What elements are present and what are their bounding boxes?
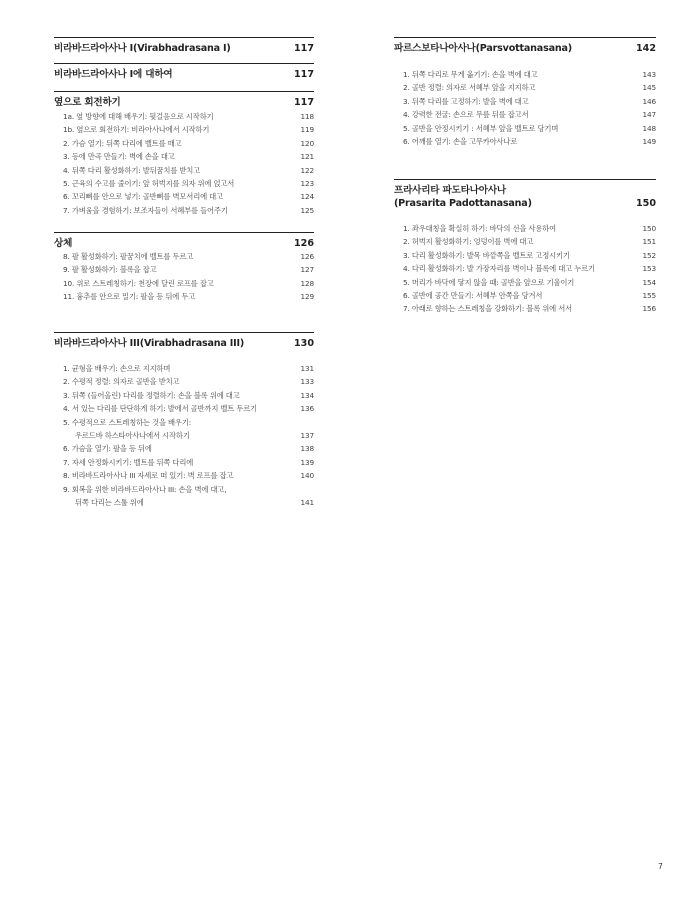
toc-entry[interactable]	[394, 235, 656, 248]
entry-text: 6. 어깨를 열기: 손을 고무카아사나로	[403, 137, 518, 147]
entry-page: 126	[300, 252, 314, 261]
toc-entry[interactable]	[394, 122, 656, 135]
entry-text: 3. 등에 만곡 만들기: 벽에 손을 대고	[63, 152, 175, 162]
toc-entry[interactable]	[394, 95, 656, 108]
section-page: 117	[293, 97, 314, 108]
toc-entry[interactable]	[54, 416, 314, 429]
entry-text: 5. 수평적으로 스트레칭하는 것을 배우기:	[63, 417, 192, 427]
toc-entry[interactable]	[394, 302, 656, 315]
entry-page: 149	[642, 137, 656, 147]
entry-text: 8. 팔 활성화하기: 팔꿈치에 벨트를 두르고	[63, 252, 194, 261]
toc-section	[54, 332, 314, 509]
section-heading[interactable]	[54, 37, 314, 55]
entry-page: 131	[300, 364, 314, 373]
toc-entry[interactable]	[54, 110, 314, 123]
entry-page: 156	[642, 304, 656, 314]
entry-text: 우르드바 하스타아사나에서 시작하기	[75, 431, 190, 441]
entry-text: 2. 허벅지 활성화하기: 엉덩이를 벽에 대고	[403, 237, 534, 247]
toc-section	[394, 37, 656, 148]
toc-section	[394, 179, 656, 316]
toc-entry[interactable]	[394, 68, 656, 81]
entry-text: 4. 뒤쪽 다리 활성화하기: 발뒤꿈치를 받치고	[63, 165, 201, 175]
entry-page: 129	[300, 292, 314, 302]
toc-entry[interactable]	[54, 123, 314, 136]
section-title: 옆으로 회전하기	[54, 97, 121, 108]
entry-page: 119	[300, 125, 314, 135]
toc-entry[interactable]	[54, 483, 314, 496]
toc-entry[interactable]	[394, 135, 656, 148]
entry-page: 124	[300, 192, 314, 202]
toc-entry[interactable]	[54, 204, 314, 217]
entry-text: 7. 자세 안정화시키기: 벨트를 뒤쪽 다리에	[63, 457, 194, 467]
section-heading[interactable]	[394, 179, 656, 210]
section-heading[interactable]	[54, 91, 314, 109]
section-heading[interactable]	[394, 37, 656, 55]
entry-page: 152	[642, 250, 656, 260]
toc-section	[54, 63, 314, 81]
toc-section	[54, 37, 314, 55]
toc-entry[interactable]	[54, 375, 314, 388]
section-heading[interactable]	[54, 232, 314, 250]
entry-page: 134	[300, 390, 314, 400]
entry-text: 5. 골반을 안정시키기 : 서혜부 앞을 벨트로 당기며	[403, 123, 559, 133]
entry-text: 7. 아래로 향하는 스트레칭을 강화하기: 블록 위에 서서	[403, 304, 573, 314]
entry-page: 154	[642, 277, 656, 287]
entry-text: 3. 뒤쪽 다리를 고정하기: 발을 벽에 대고	[403, 96, 529, 106]
entry-page: 118	[300, 112, 314, 121]
entry-text: 3. 뒤쪽 (들어올린) 다리를 정렬하기: 손을 블록 위에 대고	[63, 390, 240, 400]
section-page: 117	[293, 69, 314, 80]
section-page: 117	[293, 43, 314, 54]
entry-page: 146	[642, 96, 656, 106]
toc-entry[interactable]	[394, 276, 656, 289]
page-number: 7	[658, 862, 663, 871]
entry-page: 151	[642, 237, 656, 247]
toc-entry[interactable]	[54, 177, 314, 190]
section-heading[interactable]	[54, 63, 314, 81]
toc-section	[54, 91, 314, 217]
toc-entry[interactable]	[394, 262, 656, 275]
toc-entry[interactable]	[394, 81, 656, 94]
toc-entry[interactable]	[54, 190, 314, 203]
entry-page: 120	[300, 138, 314, 148]
section-page: 150	[635, 198, 656, 209]
entry-page: 137	[300, 431, 314, 441]
toc-entry[interactable]	[54, 137, 314, 150]
entry-text: 2. 골반 정렬: 의자로 서혜부 앞을 지지하고	[403, 83, 536, 93]
entry-page: 128	[300, 278, 314, 288]
entry-page: 155	[642, 291, 656, 301]
section-page: 142	[635, 43, 656, 54]
entry-text: 10. 위로 스트레칭하기: 천장에 달린 로프를 잡고	[63, 278, 214, 288]
entry-text: 1. 균형을 배우기: 손으로 지지하며	[63, 364, 171, 373]
entry-text: 6. 골반에 공간 만들기: 서혜부 안쪽을 당겨서	[403, 291, 543, 301]
section-title	[394, 184, 532, 210]
entry-page: 136	[300, 404, 314, 414]
entry-text: 1a. 옆 방향에 대해 배우기: 뒷걸음으로 시작하기	[63, 112, 214, 121]
toc-entry[interactable]	[54, 362, 314, 375]
entry-text: 8. 비라바드라아사나 III 자세로 떠 있기: 벽 로프를 잡고	[63, 471, 234, 481]
entry-page: 140	[300, 471, 314, 481]
entry-page: 141	[300, 498, 314, 508]
toc-entry[interactable]	[54, 250, 314, 263]
entry-text: 5. 근육의 수고를 줄이기: 앞 허벅지를 의자 위에 얹고서	[63, 179, 235, 189]
entry-page: 123	[300, 179, 314, 189]
toc-entry[interactable]	[54, 263, 314, 276]
entry-page: 147	[642, 110, 656, 120]
toc-entry[interactable]	[54, 456, 314, 469]
entry-page: 127	[300, 265, 314, 275]
entry-page: 121	[300, 152, 314, 162]
entry-text: 6. 가슴을 열기: 팔을 등 뒤에	[63, 444, 152, 454]
entry-text: 9. 회복을 위한 비라바드라아사나 III: 손을 벽에 대고,	[63, 484, 227, 494]
entry-text: 9. 팔 활성화하기: 블록을 잡고	[63, 265, 157, 275]
entry-page: 145	[642, 83, 656, 93]
entry-text: 11. 흉추를 안으로 밀기: 팔을 등 뒤에 두고	[63, 292, 196, 302]
entry-text: 2. 가슴 열기: 뒤쪽 다리에 벨트를 매고	[63, 138, 182, 148]
section-title-line1: 프라사리타 파도타나아사나	[394, 185, 506, 196]
section-title: 비라바드라아사나 I(Virabhadrasana I)	[54, 43, 231, 54]
entry-page: 122	[300, 165, 314, 175]
toc-entry[interactable]	[394, 108, 656, 121]
entry-text: 4. 다리 활성화하기: 발 가장자리를 벽이나 블록에 대고 누르기	[403, 264, 595, 274]
entry-page: 139	[300, 457, 314, 467]
toc-entry[interactable]	[54, 389, 314, 402]
toc-entry[interactable]	[54, 469, 314, 482]
entry-text: 1. 좌우대칭을 확실히 하기: 바닥의 선을 사용하여	[403, 224, 557, 233]
section-heading[interactable]	[54, 332, 314, 350]
entry-page: 153	[642, 264, 656, 274]
section-page: 130	[293, 338, 314, 349]
toc-entry-continued[interactable]	[54, 496, 314, 509]
entry-page: 138	[300, 444, 314, 454]
toc-entry[interactable]	[54, 402, 314, 415]
toc-entry[interactable]	[54, 164, 314, 177]
section-title: 상체	[54, 238, 73, 249]
entry-text: 6. 꼬리뼈를 안으로 넣기: 골반뼈를 벽모서리에 대고	[63, 192, 223, 202]
section-title: 비라바드라아사나 I에 대하여	[54, 69, 173, 80]
entry-page: 150	[642, 224, 656, 233]
section-page: 126	[293, 238, 314, 249]
toc-entry-continued[interactable]	[54, 429, 314, 442]
toc-entry[interactable]	[54, 150, 314, 163]
toc-entry[interactable]	[394, 289, 656, 302]
toc-entry[interactable]	[54, 442, 314, 455]
toc-section	[54, 232, 314, 304]
section-title: 파르스보타나아사나(Parsvottanasana)	[394, 43, 572, 54]
entry-page: 133	[300, 377, 314, 387]
entry-text: 7. 가벼움을 경험하기: 보조자들이 서혜부를 들어주기	[63, 205, 228, 215]
entry-page: 143	[642, 70, 656, 79]
toc-entry[interactable]	[394, 222, 656, 235]
entry-text: 4. 강력한 전굴: 손으로 무릎 뒤를 잡고서	[403, 110, 529, 120]
entry-text: 2. 수평적 정렬: 의자로 골반을 받치고	[63, 377, 180, 387]
entry-text: 1b. 옆으로 회전하기: 비라아사나에서 시작하기	[63, 125, 210, 135]
entry-page: 148	[642, 123, 656, 133]
section-title-line2: (Prasarita Padottanasana)	[394, 198, 532, 209]
entry-text: 1. 뒤쪽 다리로 무게 옮기기: 손을 벽에 대고	[403, 70, 538, 79]
entry-page: 125	[300, 205, 314, 215]
section-title: 비라바드라아사나 III(Virabhadrasana III)	[54, 338, 245, 349]
toc-entry[interactable]	[54, 277, 314, 290]
toc-entry[interactable]	[54, 290, 314, 303]
entry-text: 3. 다리 활성화하기: 발목 바깥쪽을 벨트로 고정시키기	[403, 250, 570, 260]
entry-text: 4. 서 있는 다리를 단단하게 하기: 발에서 골반까지 벨트 두르기	[63, 404, 258, 414]
entry-text: 뒤쪽 다리는 스툴 위에	[75, 498, 144, 508]
toc-entry[interactable]	[394, 249, 656, 262]
entry-text: 5. 머리가 바닥에 닿지 않을 때: 골반을 앞으로 기울이기	[403, 277, 575, 287]
